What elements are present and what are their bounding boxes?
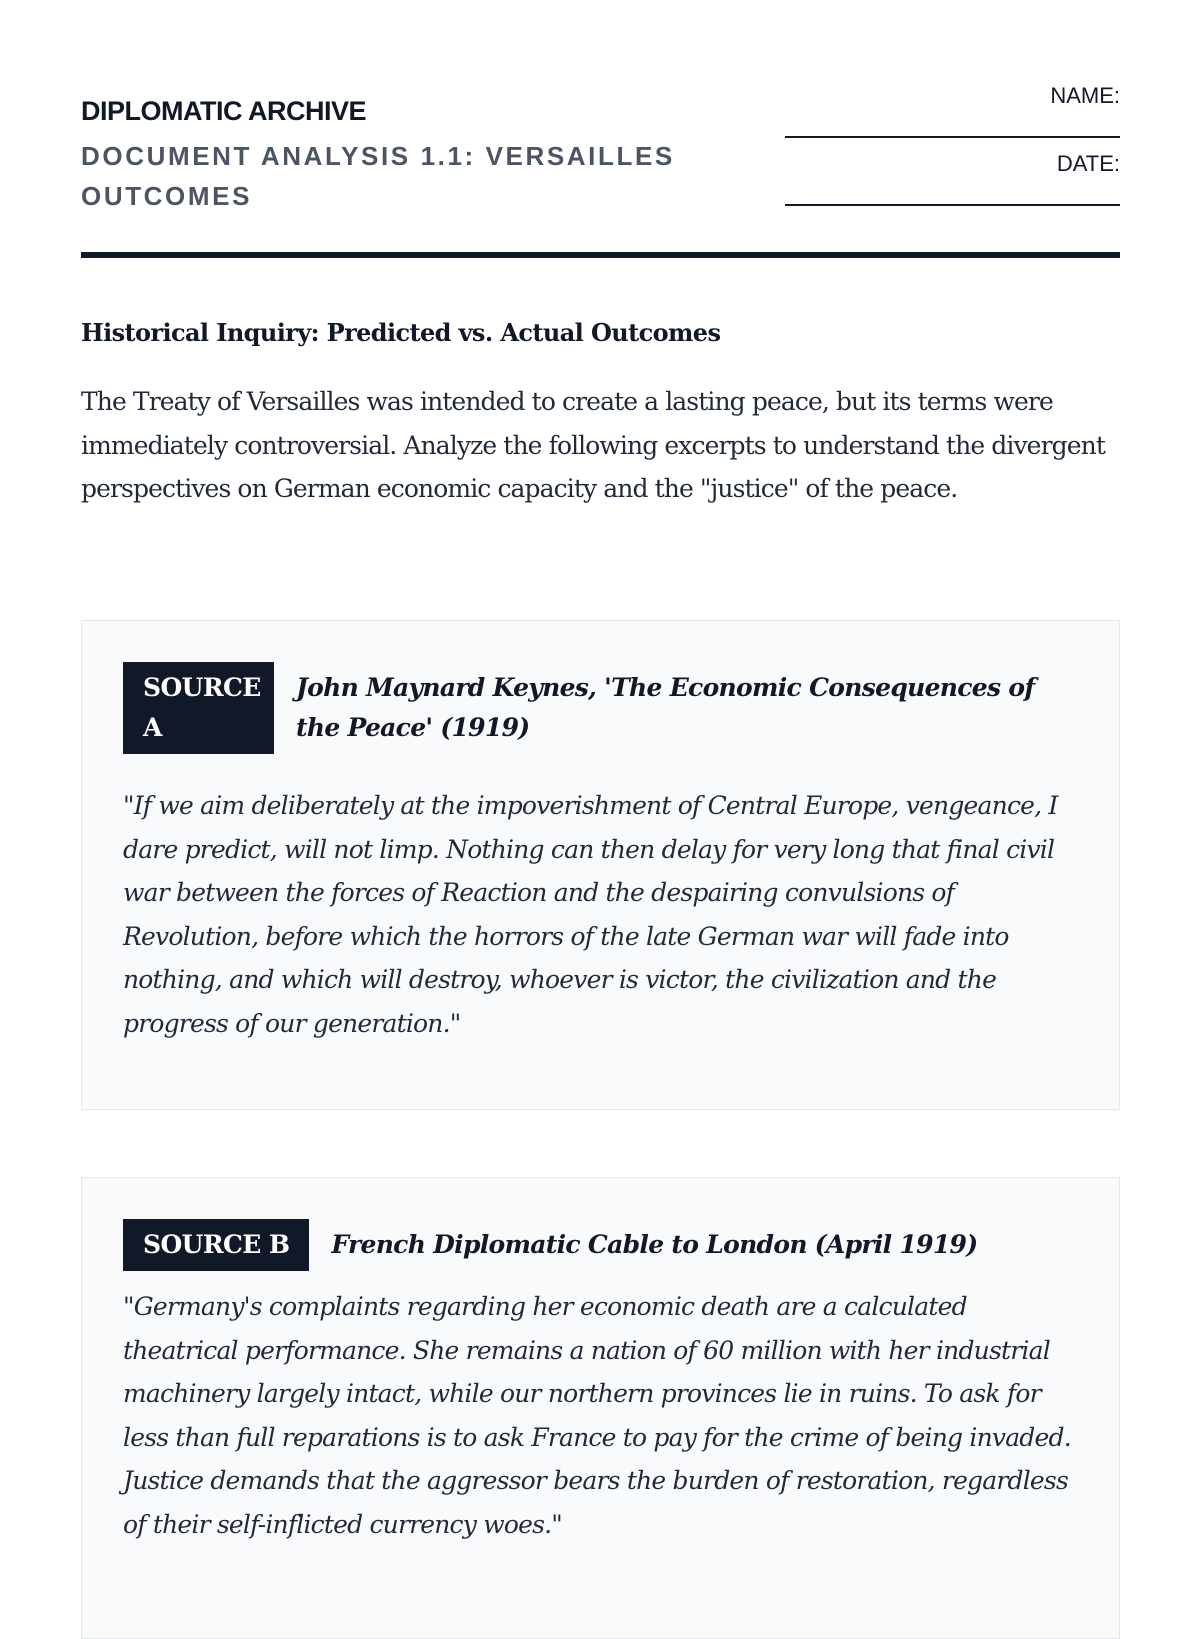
source-badge: SOURCE A [123,662,274,754]
document-header [81,0,1120,262]
source-header [123,1219,1078,1271]
source-badge: SOURCE B [123,1219,309,1271]
date-field[interactable] [785,180,1120,206]
source-citation: John Maynard Keynes, 'The Economic Consequences of the Peace' (1919) [296,673,1035,742]
document-subtitle: DOCUMENT ANALYSIS 1.1: VERSAILLES OUTCOMES [81,141,675,211]
date-label: DATE: [1056,151,1120,176]
source-quote: "Germany's complaints regarding her economic death are a calculated theatrical performance. She remains a nation of 60 million with her industrial machinery largely intact, while our northern provinces lie in ruins. To ask for less than full reparations is to ask France to pay for the crime of being invaded. Justice demands that the aggressor bears the burden of restoration, regardless of their self-inflicted currency woes." [123,1292,1071,1539]
source-header [123,662,1078,754]
header-divider [81,252,1120,258]
source-card-a [81,620,1120,1110]
org-title: DIPLOMATIC ARCHIVE [81,96,366,126]
intro-paragraph: The Treaty of Versailles was intended to create a lasting peace, but its terms were immediately controversial. Analyze the following excerpts to understand the divergent perspectives on German economic capacity and the "justice" of the peace. [81,387,1105,503]
name-field[interactable] [785,112,1120,138]
section-heading: Historical Inquiry: Predicted vs. Actual Outcomes [81,318,721,347]
name-label: NAME: [1050,83,1120,108]
worksheet-page [81,0,1120,1539]
student-info-block [780,80,1120,216]
source-citation: French Diplomatic Cable to London (April 1919) [331,1230,978,1259]
source-card-b [81,1177,1120,1639]
source-quote: "If we aim deliberately at the impoverishment of Central Europe, vengeance, I dare predict, will not limp. Nothing can then delay for very long that final civil war between the forces of Reaction and the despairing convulsions of Revolution, before which the horrors of the late German war will fade into nothing, and which will destroy, whoever is victor, the civilization and the progress of our generation." [123,791,1058,1038]
